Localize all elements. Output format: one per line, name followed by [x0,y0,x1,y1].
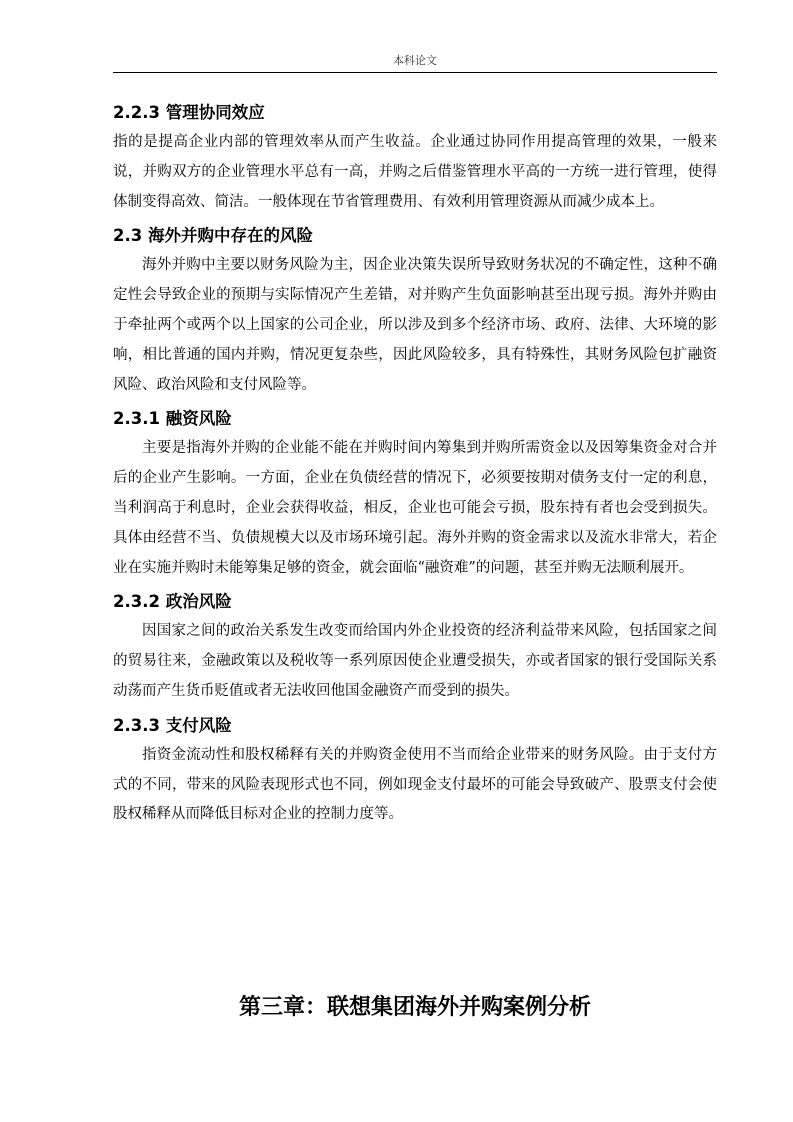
section-paragraph-2-3: 海外并购中主要以财务风险为主，因企业决策失误所导致财务状况的不确定性，这种不确定性会导致企业的预期与实际情况产生差错，对并购产生负面影响甚至出现亏损。海外并购由于牵扯两个或两个以上国家的公司企业，所以涉及到多个经济市场、政府、法律、大环境的影响，相比普通的国内并购，情况更复杂些，因此风险较多，具有特殊性，其财务风险包扩融资风险、政治风险和支付风险等。 [113,257,717,393]
section-paragraph-2-3-1: 主要是指海外并购的企业能不能在并购时间内筹集到并购所需资金以及因筹集资金对合并后的企业产生影响。一方面，企业在负债经营的情况下，必须要按期对债务支付一定的利息，当利润高于利息时，企业会获得收益，相反，企业也可能会亏损，股东持有者也会受到损失。具体由经营不当、负债规模大以及市场环境引起。海外并购的资金需求以及流水非常大，若企业在实施并购时未能筹集足够的资金，就会面临“融资难”的问题，甚至并购无法顺利展开。 [113,440,717,576]
chapter-title: 第三章：联想集团海外并购案例分析 [238,995,591,1020]
section-heading-2-3-3: 2.3.3 支付风险 [113,715,232,735]
header-rule [113,72,717,73]
section-paragraph-2-3-3: 指资金流动性和股权稀释有关的并购资金使用不当而给企业带来的财务风险。由于支付方式的不同，带来的风险表现形式也不同，例如现金支付最坏的可能会导致破产、股票支付会使股权稀释从而降低目标对企业的控制力度等。 [113,746,717,823]
document-body [113,98,717,830]
section-heading-2-2-3: 2.2.3 管理协同效应 [113,103,265,122]
section-heading-2-3-2: 2.3.2 政治风险 [113,592,232,612]
section-paragraph-2-2-3: 指的是提高企业内部的管理效率从而产生收益。企业通过协同作用提高管理的效果，一般来说，并购双方的企业管理水平总有一高，并购之后借鉴管理水平高的一方统一进行管理，使得体制变得高效、简洁。一般体现在节省管理费用、有效利用管理资源从而减少成本上。 [113,134,717,210]
section-heading-2-3: 2.3 海外并购中存在的风险 [113,226,313,246]
section-paragraph-2-3-2: 因国家之间的政治关系发生改变而给国内外企业投资的经济利益带来风险，包括国家之间的贸易往来，金融政策以及税收等一系列原因使企业遭受损失，亦或者国家的银行受国际关系动荡而产生货币贬值或者无法收回他国金融资产而受到的损失。 [113,623,717,699]
section-heading-2-3-1: 2.3.1 融资风险 [113,409,232,429]
page-header: 本科论文 [393,54,437,67]
